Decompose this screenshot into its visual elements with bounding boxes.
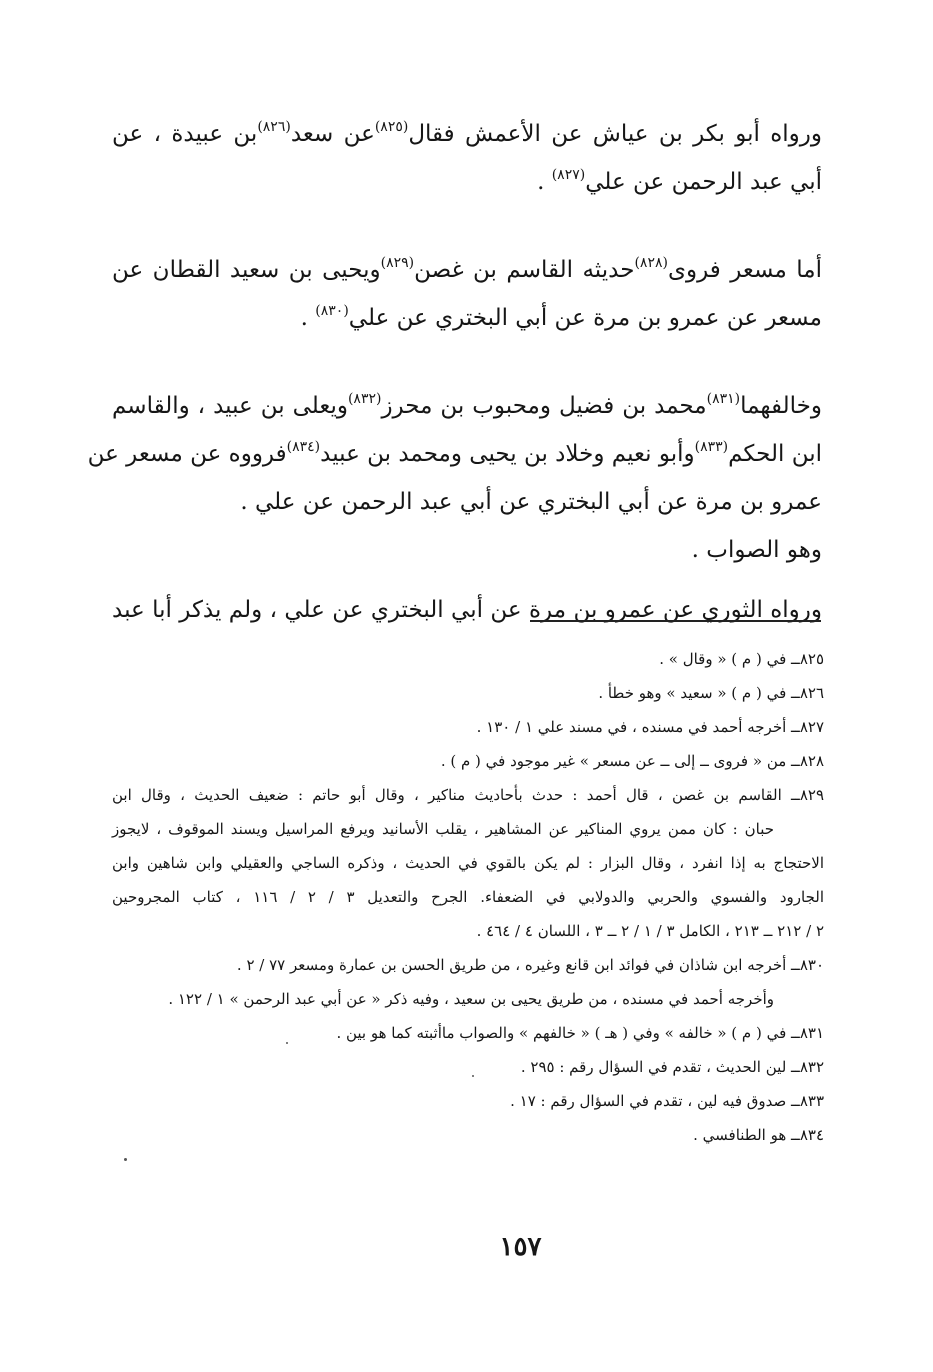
footnote-ref: (٨٣٤) [286,439,321,455]
footnote-ref: (٨٢٦) [257,119,291,135]
footnote-829 [112,778,824,948]
scan-speck [286,1042,288,1044]
text-run: . [300,305,316,331]
footnote-ref: (٨٢٩) [380,255,415,271]
text-run: فرووه عن مسعر عن [87,441,287,467]
footnote-ref: (٨٢٨) [634,255,668,271]
text-line: ورواه الثوري عن عمرو بن مرة عن أبي البختري عن علي ، ولم يذكر أبا عبد [112,597,822,623]
page-number: ١٥٧ [499,1232,542,1262]
footnote-line: ٢ / ٢١٢ ــ ٢١٣ ، الكامل ٣ / ١ / ٢ ــ ٣ ، اللسان ٤ / ٤٦٤ . [476,922,824,940]
text-run: عن سعد [290,121,375,147]
text-run: وخالفهما [740,393,822,419]
text-run: ورواه أبو بكر بن عياش عن الأعمش فقال [408,121,823,147]
text-line [112,294,822,342]
footnote-separator [530,620,821,622]
scan-speck [472,1075,474,1077]
footnote-826: ٨٢٦ــ في ( م ) « سعيد » وهو خطأ . [598,684,824,702]
footnote-832: ٨٣٢ــ لين الحديث ، تقدم في السؤال رقم : ٢٩٥ . [520,1058,824,1076]
paragraph-gap [112,574,822,586]
footnote-825: ٨٢٥ــ في ( م ) « وقال » . [659,650,824,668]
footnote-ref: (٨٣٣) [694,439,729,455]
paragraph-2 [112,246,822,342]
text-run: ابن الحكم [728,441,822,467]
footnote-ref: (٨٢٧) [551,167,586,183]
footnote-ref: (٨٣٠) [315,303,349,319]
footnote-833: ٨٣٣ــ صدوق فيه لين ، تقدم في السؤال رقم : ١٧ . [510,1092,824,1110]
text-run: أبي عبد الرحمن عن علي [585,169,822,195]
text-run: محمد بن فضيل ومحبوب بن محرز [381,393,707,419]
scan-speck [124,1158,127,1161]
footnote-828: ٨٢٨ــ من « فروى ــ إلى ــ عن مسعر » غير موجود في ( م ) . [440,752,824,770]
text-run: حديثه القاسم بن غصن [414,257,635,283]
paragraph-1 [112,110,822,206]
footnote-ref: (٨٣١) [706,391,741,407]
text-line [112,158,822,206]
footnote-830-continued: وأخرجه أحمد في مسنده ، من طريق يحيى بن سعيد ، وفيه ذكر « عن أبي عبد الرحمن » ١ / ١٢٢ . [168,990,774,1008]
paragraph-gap [112,342,822,382]
paragraph-3 [87,382,822,526]
text-run: وأبو نعيم وخلاد بن يحيى ومحمد بن عبيد [320,441,695,467]
text-run: مسعر عن عمرو بن مرة عن أبي البختري عن علي [348,305,822,331]
text-run: أما مسعر فروى [667,257,822,283]
main-text [87,110,823,634]
footnote-line: حبان : كان ممن يروي المناكير عن المشاهير ، يقلب الأسانيد ويرفع المراسيل ويسند الموقوف ، لايجوز [112,820,774,838]
footnote-line: ٨٢٩ــ القاسم بن غصن ، قال أحمد : حدث بأحاديث مناكير ، وقال أبو حاتم : ضعيف الحديث ، وقال ابن [112,786,824,804]
paragraph-5 [112,586,822,634]
text-line [112,246,822,294]
footnote-830: ٨٣٠ــ أخرجه ابن شاذان في فوائد ابن قانع وغيره ، من طريق الحسن بن عمارة ومسعر ٧٧ / ٢ . [236,956,824,974]
text-run: . [537,169,552,195]
text-line: وهو الصواب . [691,537,822,563]
footnote-line: الاحتجاج به إذا انفرد ، وقال البزار : لم يكن بالقوي في الحديث ، وذكره الساجي والعقيلي وابن شاهين وابن [112,854,824,872]
footnote-831: ٨٣١ــ في ( م ) « خالفه » وفي ( هـ ) « خالفهم » والصواب ماأثبته كما هو بين . [336,1024,824,1042]
text-line: عمرو بن مرة عن أبي البختري عن أبي عبد الرحمن عن علي . [240,489,822,515]
text-line [87,430,822,478]
text-run: بن عبيدة ، عن [112,121,258,147]
footnote-line: الجارود والفسوي والحربي والدولابي في الضعفاء. الجرح والتعديل ٣ / ٢ / ١١٦ ، كتاب المجروحين [112,888,824,906]
paragraph-gap [112,206,822,246]
footnote-ref: (٨٢٥) [374,119,409,135]
paragraph-4 [112,526,822,574]
text-line [112,382,822,430]
footnote-ref: (٨٣٢) [347,391,382,407]
text-run: ويحيى بن سعيد القطان عن [112,257,381,283]
footnote-834: ٨٣٤ــ هو الطنافسي . [693,1126,824,1144]
text-line [112,110,822,158]
footnotes [112,642,824,1152]
footnote-827: ٨٢٧ــ أخرجه أحمد في مسنده ، في مسند علي ١ / ١٣٠ . [476,718,824,736]
text-run: ويعلى بن عبيد ، والقاسم [112,393,348,419]
